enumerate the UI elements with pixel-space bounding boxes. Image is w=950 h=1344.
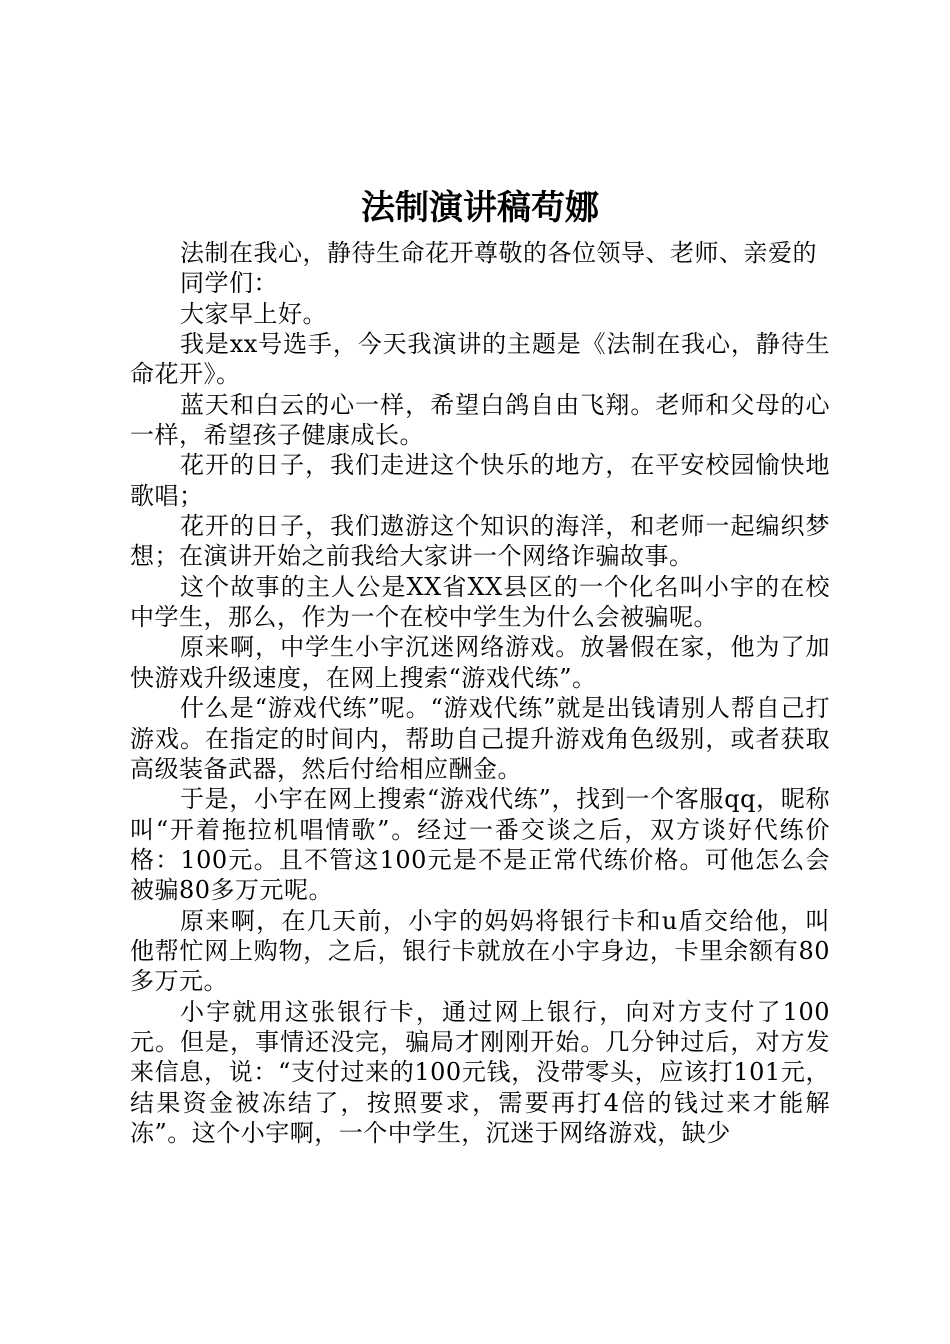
document-body [130, 238, 830, 1148]
paragraph: 原来啊，在几天前，小宇的妈妈将银行卡和u盾交给他，叫他帮忙网上购物，之后，银行卡就放在小宇身边，卡里余额有80多万元。 [130, 906, 830, 996]
paragraph: 大家早上好。 [180, 299, 327, 328]
paragraph: 蓝天和白云的心一样，希望白鸽自由飞翔。老师和父母的心一样，希望孩子健康成长。 [130, 390, 830, 450]
paragraph: 原来啊，中学生小宇沉迷网络游戏。放暑假在家，他为了加快游戏升级速度，在网上搜索“游戏代练”。 [130, 633, 830, 692]
paragraph: 法制在我心，静待生命花开尊敬的各位领导、老师、亲爱的 [180, 239, 817, 267]
paragraph: 这个故事的主人公是XX省XX县区的一个化名叫小宇的在校中学生，那么，作为一个在校中学生为什么会被骗呢。 [130, 572, 830, 632]
paragraph: 花开的日子，我们遨游这个知识的海洋，和老师一起编织梦想；在演讲开始之前我给大家讲一个网络诈骗故事。 [130, 512, 830, 571]
paragraph: 什么是“游戏代练”呢。“游戏代练”就是出钱请别人帮自己打游戏。在指定的时间内，帮助自己提升游戏角色级别，或者获取高级装备武器，然后付给相应酬金。 [130, 694, 830, 783]
document-title: 法制演讲稿苟娜 [361, 188, 599, 228]
paragraph: 同学们： [180, 269, 278, 298]
paragraph: 于是，小宇在网上搜索“游戏代练”，找到一个客服qq，昵称叫“开着拖拉机唱情歌”。经过一番交谈之后，双方谈好代练价格：100元。且不管这100元是不是正常代练价格。可他怎么会被骗80多万元呢。 [130, 785, 830, 905]
paragraph: 花开的日子，我们走进这个快乐的地方，在平安校园愉快地歌唱； [130, 451, 830, 510]
paragraph: 小宇就用这张银行卡，通过网上银行，向对方支付了100元。但是，事情还没完，骗局才刚刚开始。几分钟过后，对方发来信息，说：“支付过来的100元钱，没带零头，应该打101元，结果资金被冻结了，按照要求，需要再打4倍的钱过来才能解冻”。这个小宇啊，一个中学生，沉迷于网络游戏，缺少 [130, 997, 830, 1147]
paragraph: 我是xx号选手，今天我演讲的主题是《法制在我心，静待生命花开》。 [130, 330, 830, 389]
